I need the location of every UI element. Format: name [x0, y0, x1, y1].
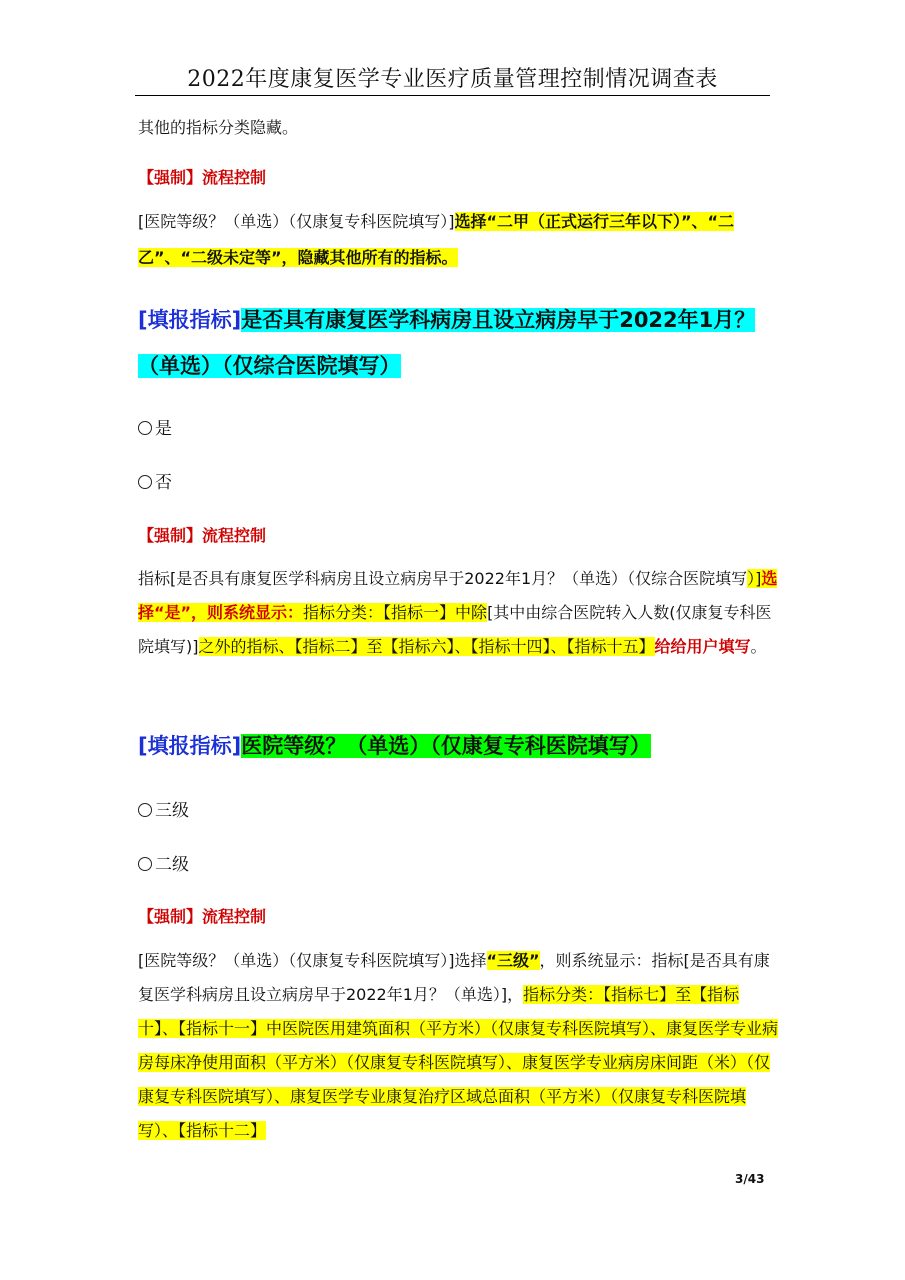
page-number: 3/43: [735, 1172, 765, 1186]
question-1-option-no[interactable]: [138, 468, 172, 493]
option-label: 是: [155, 419, 172, 439]
question-1-text: 是否具有康复医学科病房且设立病房早于2022年1月？（单选）（仅综合医院填写）: [138, 308, 756, 378]
rule-1-highlight: 选择“二甲（正式运行三年以下）”、“二乙”、“二级未定等”，隐藏其他所有的指标。: [138, 212, 735, 267]
radio-circle-icon[interactable]: [138, 421, 152, 435]
rule-1: [138, 204, 778, 276]
rule-2-end: 。: [750, 637, 767, 656]
force-label-2: 【强制】流程控制: [138, 526, 267, 545]
radio-circle-icon[interactable]: [138, 857, 152, 871]
rule-2-hl2: 指标分类：【指标一】中除: [303, 603, 488, 622]
question-1-option-yes[interactable]: [138, 414, 172, 439]
question-2-option-level2[interactable]: [138, 850, 189, 875]
rule-2-pre: 指标[是否具有康复医学科病房且设立病房早于2022年1月？（单选）（仅综合医院填写: [138, 569, 748, 588]
rule-1-pre: [医院等级？（单选）（仅康复专科医院填写）]: [138, 212, 455, 231]
question-2-tag: [填报指标]: [138, 734, 242, 758]
rule-2-hl3: [其中由综合医院转入人数(仅康复专科医院填写)]: [138, 603, 772, 656]
rule-2-hl1: ）]: [747, 569, 762, 588]
rule-3-mid: ，则系统显示：指标[是否具有康复医学科病房且设立病房早于2022年1月？（单选）]，: [138, 951, 770, 1004]
header-divider: [135, 95, 770, 96]
radio-circle-icon[interactable]: [138, 475, 152, 489]
rule-2-red2: 给给用户填写: [654, 637, 751, 656]
radio-circle-icon[interactable]: [138, 803, 152, 817]
question-2-text: 医院等级？（单选）（仅康复专科医院填写）: [241, 734, 651, 758]
option-label: 否: [155, 473, 172, 493]
question-1-tag: [填报指标]: [138, 308, 242, 332]
rule-2-red1: 选择“是”，则系统显示：: [138, 569, 778, 622]
option-label: 三级: [155, 801, 189, 821]
force-label-3: 【强制】流程控制: [138, 907, 267, 926]
rule-3-pre: [医院等级？（单选）（仅康复专科医院填写）]选择: [138, 951, 487, 970]
rule-3-hl1: “三级”: [486, 951, 540, 970]
rule-2-hl4: 之外的指标、【指标二】至【指标六】、【指标十四】、【指标十五】: [198, 637, 655, 656]
rule-3: [138, 944, 778, 1148]
rule-3-hl2: 指标分类：【指标七】至【指标十】、【指标十一】中医院医用建筑面积（平方米）（仅康复专科医院填写）、康复医学专业病房每床净使用面积（平方米）（仅康复专科医院填写）、康复医学专业病房床间距（米）（仅康复专科医院填写）、康复医学专业康复治疗区域总面积（平方米）（仅康复专科医院填写）、【指标十二】: [138, 985, 779, 1140]
question-1: [138, 297, 788, 389]
force-label-1: 【强制】流程控制: [138, 168, 267, 187]
option-label: 二级: [155, 855, 189, 875]
page-title: 2022年度康复医学专业医疗质量管理控制情况调查表: [187, 67, 718, 92]
rule-2: [138, 562, 778, 664]
question-2: [138, 723, 788, 769]
question-2-option-level3[interactable]: [138, 796, 189, 821]
intro-text: 其他的指标分类隐藏。: [138, 118, 299, 137]
